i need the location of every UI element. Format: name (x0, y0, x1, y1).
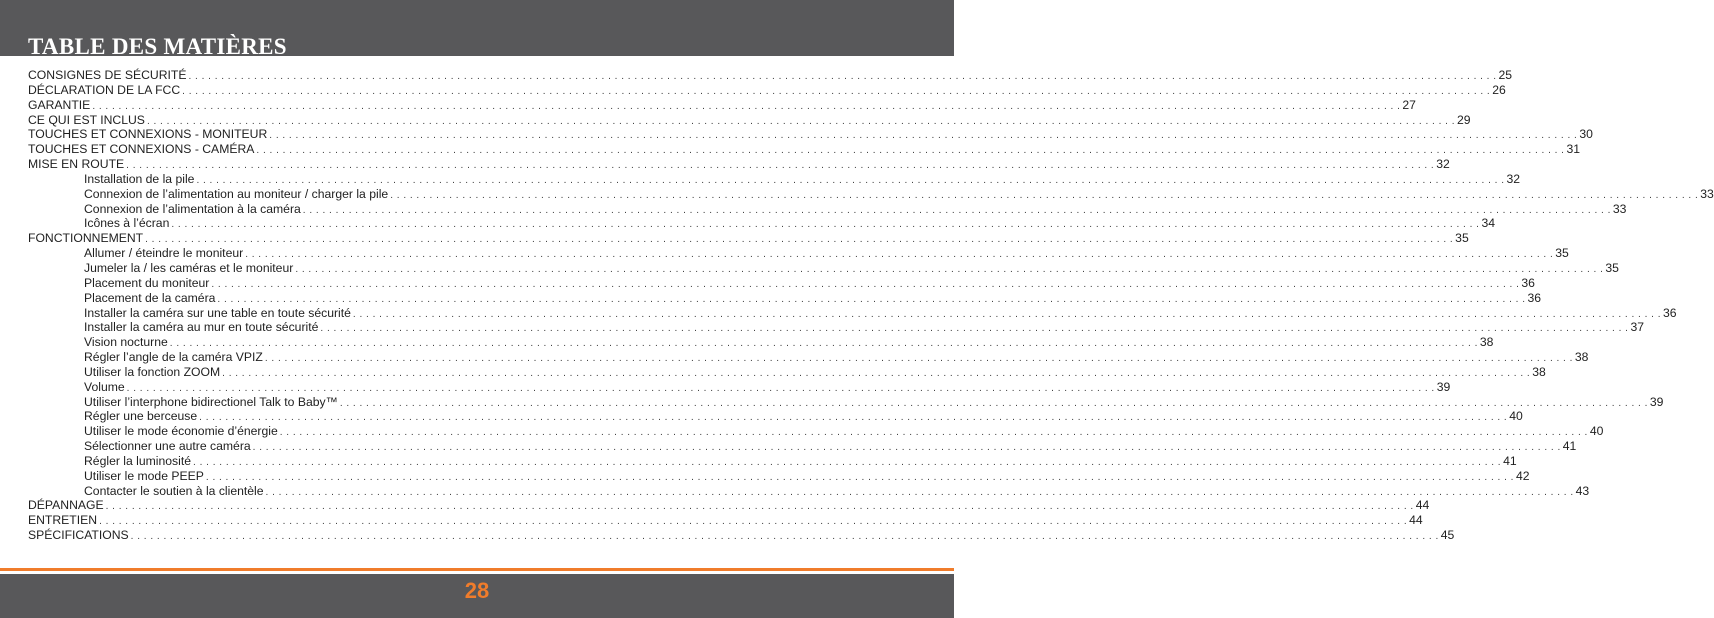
footer-bar (0, 574, 954, 618)
dot-leader: . . . . . . . . . . . . . . . . . . . . . . . . . . . . . . . . . . . . . . . . . . . . . . . . . . . . . . . . . . . . . . . . . . . . . . . . . . . . . . . . . . . . . . . . . . . . . . . . . . . . . . . . . . . . . . . . . . . . . . . . . . . . . . . . . . . . . . . . . . . . . . . . . . . . . . . . . . . . . . . . . . . . . . . . . . . . . . . . . . . . . . . . . . . . . . . . . . . . . . . . (211, 278, 1520, 290)
toc-entry[interactable] (28, 335, 1494, 350)
toc-entry-label: Utiliser la fonction ZOOM (84, 364, 221, 379)
header-bar (0, 0, 954, 59)
toc-entry-page: 36 (1521, 275, 1535, 290)
toc-entry-page: 33 (1612, 201, 1627, 216)
toc-entry[interactable] (28, 350, 1589, 365)
toc-entry[interactable] (28, 305, 1677, 321)
toc-entry-label: DÉPANNAGE (28, 498, 104, 513)
dot-leader: . . . . . . . . . . . . . . . . . . . . . . . . . . . . . . . . . . . . . . . . . . . . . . . . . . . . . . . . . . . . . . . . . . . . . . . . . . . . . . . . . . . . . . . . . . . . . . . . . . . . . . . . . . . . . . . . . . . . . . . . . . . . . . . . . . . . . . . . . . . . . . . . . . . . . . . . . . . . . . . . . . . . . . . . . . . . . . . . . . . . . . . . . . . . . . . . . . . . . . . . (279, 427, 1588, 439)
toc-entry-label: Installer la caméra sur une table en toute sécurité (84, 305, 351, 320)
dot-leader: . . . . . . . . . . . . . . . . . . . . . . . . . . . . . . . . . . . . . . . . . . . . . . . . . . . . . . . . . . . . . . . . . . . . . . . . . . . . . . . . . . . . . . . . . . . . . . . . . . . . . . . . . . . . . . . . . . . . . . . . . . . . . . . . . . . . . . . . . . . . . . . . . . . . . . . . . . . . . . . . . . . . . . . . . . . . . . . . . . . . . . . . . . . . . . . . . . . . . . . . (199, 412, 1508, 424)
toc-entry[interactable] (28, 246, 1569, 261)
toc-entry[interactable] (28, 468, 1530, 484)
toc-entry[interactable] (28, 142, 1581, 157)
toc-entry[interactable] (28, 513, 1423, 528)
toc-entry-label: DÉCLARATION DE LA FCC (28, 82, 181, 97)
dot-leader: . . . . . . . . . . . . . . . . . . . . . . . . . . . . . . . . . . . . . . . . . . . . . . . . . . . . . . . . . . . . . . . . . . . . . . . . . . . . . . . . . . . . . . . . . . . . . . . . . . . . . . . . . . . . . . . . . . . . . . . . . . . . . . . . . . . . . . . . . . . . . . . . . . . . . . . . . . . . . . . . . . . . . . . . . . . . . . . . . . . . . . . . . . . . . . . . . . . . . . . . (339, 397, 1648, 409)
toc-entry[interactable] (28, 171, 1521, 187)
toc-entry-page: 39 (1649, 394, 1664, 409)
toc-entry-page: 35 (1455, 231, 1469, 246)
toc-entry-page: 32 (1506, 171, 1521, 186)
toc-entry-label: SPÉCIFICATIONS (28, 528, 129, 543)
toc-entry-page: 30 (1579, 127, 1593, 142)
dot-leader: . . . . . . . . . . . . . . . . . . . . . . . . . . . . . . . . . . . . . . . . . . . . . . . . . . . . . . . . . . . . . . . . . . . . . . . . . . . . . . . . . . . . . . . . . . . . . . . . . . . . . . . . . . . . . . . . . . . . . . . . . . . . . . . . . . . . . . . . . . . . . . . . . . . . . . . . . . . . . . . . . . . . . . . . . . . . . . . . . . . . . . . . . . . . . . . . . . . . . . . . (295, 263, 1604, 275)
page-title: TABLE DES MATIÈRES (28, 34, 287, 59)
dot-leader: . . . . . . . . . . . . . . . . . . . . . . . . . . . . . . . . . . . . . . . . . . . . . . . . . . . . . . . . . . . . . . . . . . . . . . . . . . . . . . . . . . . . . . . . . . . . . . . . . . . . . . . . . . . . . . . . . . . . . . . . . . . . . . . . . . . . . . . . . . . . . . . . . . . . . . . . . . . . . . . . . . . . . . . . . . . . . . . . . . . . . . . . . . . . . . . . . . . . . . . . (130, 531, 1439, 543)
toc-entry-label: GARANTIE (28, 97, 91, 112)
toc-entry-page: 26 (1492, 82, 1506, 97)
dot-leader: . . . . . . . . . . . . . . . . . . . . . . . . . . . . . . . . . . . . . . . . . . . . . . . . . . . . . . . . . . . . . . . . . . . . . . . . . . . . . . . . . . . . . . . . . . . . . . . . . . . . . . . . . . . . . . . . . . . . . . . . . . . . . . . . . . . . . . . . . . . . . . . . . . . . . . . . . . . . . . . . . . . . . . . . . . . . . . . . . . . . . . . . . . . . . . . . . . . . . . . . (169, 338, 1478, 350)
toc-entry[interactable] (28, 379, 1451, 395)
toc-entry-label: Volume (84, 379, 125, 394)
toc-entry[interactable] (28, 275, 1535, 291)
toc-entry[interactable] (28, 127, 1593, 142)
toc-entry-label: Installer la caméra au mur en toute sécurité (84, 320, 319, 335)
toc-entry[interactable] (28, 439, 1577, 454)
dot-leader: . . . . . . . . . . . . . . . . . . . . . . . . . . . . . . . . . . . . . . . . . . . . . . . . . . . . . . . . . . . . . . . . . . . . . . . . . . . . . . . . . . . . . . . . . . . . . . . . . . . . . . . . . . . . . . . . . . . . . . . . . . . . . . . . . . . . . . . . . . . . . . . . . . . . . . . . . . . . . . . . . . . . . . . . . . . . . . . . . . . . . . . . . . . . . . . . . . . . . . . . (99, 516, 1408, 528)
toc-entry[interactable] (28, 320, 1645, 335)
toc-entry-label: Jumeler la / les caméras et le moniteur (84, 260, 294, 275)
toc-entry-page: 31 (1566, 142, 1581, 157)
toc-entry-label: Régler l’angle de la caméra VPIZ (84, 350, 263, 365)
dot-leader: . . . . . . . . . . . . . . . . . . . . . . . . . . . . . . . . . . . . . . . . . . . . . . . . . . . . . . . . . . . . . . . . . . . . . . . . . . . . . . . . . . . . . . . . . . . . . . . . . . . . . . . . . . . . . . . . . . . . . . . . . . . . . . . . . . . . . . . . . . . . . . . . . . . . . . . . . . . . . . . . . . . . . . . . . . . . . . . . . . . . . . . . . . . . . . . . . . . . . . . . (188, 71, 1497, 82)
dot-leader: . . . . . . . . . . . . . . . . . . . . . . . . . . . . . . . . . . . . . . . . . . . . . . . . . . . . . . . . . . . . . . . . . . . . . . . . . . . . . . . . . . . . . . . . . . . . . . . . . . . . . . . . . . . . . . . . . . . . . . . . . . . . . . . . . . . . . . . . . . . . . . . . . . . . . . . . . . . . . . . . . . . . . . . . . . . . . . . . . . . . . . . . . . . . . . . . . . . . . . . . (217, 293, 1526, 305)
dot-leader: . . . . . . . . . . . . . . . . . . . . . . . . . . . . . . . . . . . . . . . . . . . . . . . . . . . . . . . . . . . . . . . . . . . . . . . . . . . . . . . . . . . . . . . . . . . . . . . . . . . . . . . . . . . . . . . . . . . . . . . . . . . . . . . . . . . . . . . . . . . . . . . . . . . . . . . . . . . . . . . . . . . . . . . . . . . . . . . . . . . . . . . . . . . . . . . . . . . . . . . . (252, 442, 1561, 454)
toc-entry-label: Contacter le soutien à la clientèle (84, 483, 264, 498)
dot-leader: . . . . . . . . . . . . . . . . . . . . . . . . . . . . . . . . . . . . . . . . . . . . . . . . . . . . . . . . . . . . . . . . . . . . . . . . . . . . . . . . . . . . . . . . . . . . . . . . . . . . . . . . . . . . . . . . . . . . . . . . . . . . . . . . . . . . . . . . . . . . . . . . . . . . . . . . . . . . . . . . . . . . . . . . . . . . . . . . . . . . . . . . . . . . . . . . . . . . . . . . (92, 100, 1401, 112)
toc-entry-label: TOUCHES ET CONNEXIONS - MONITEUR (28, 127, 268, 142)
toc-entry-page: 44 (1409, 513, 1423, 528)
toc-entry-label: Utiliser l’interphone bidirectionel Talk to Baby™ (84, 394, 338, 409)
toc-entry[interactable] (28, 260, 1619, 276)
toc-entry[interactable] (28, 498, 1430, 513)
toc-entry-page: 36 (1662, 305, 1677, 320)
toc-entry[interactable] (28, 97, 1416, 113)
dot-leader: . . . . . . . . . . . . . . . . . . . . . . . . . . . . . . . . . . . . . . . . . . . . . . . . . . . . . . . . . . . . . . . . . . . . . . . . . . . . . . . . . . . . . . . . . . . . . . . . . . . . . . . . . . . . . . . . . . . . . . . . . . . . . . . . . . . . . . . . . . . . . . . . . . . . . . . . . . . . . . . . . . . . . . . . . . . . . . . . . . . . . . . . . . . . . . . . . . . . . . . . (196, 174, 1505, 186)
toc-entry-page: 41 (1562, 439, 1577, 454)
footer-accent-line (0, 568, 954, 571)
toc-entry-page: 33 (1700, 186, 1714, 201)
toc-entry-label: Connexion de l’alimentation à la caméra (84, 201, 301, 216)
toc-entry[interactable] (28, 409, 1523, 424)
toc-entry[interactable] (28, 424, 1604, 439)
dot-leader: . . . . . . . . . . . . . . . . . . . . . . . . . . . . . . . . . . . . . . . . . . . . . . . . . . . . . . . . . . . . . . . . . . . . . . . . . . . . . . . . . . . . . . . . . . . . . . . . . . . . . . . . . . . . . . . . . . . . . . . . . . . . . . . . . . . . . . . . . . . . . . . . . . . . . . . . . . . . . . . . . . . . . . . . . . . . . . . . . . . . . . . . . . . . . . . . . . . . . . . . (222, 367, 1531, 379)
dot-leader: . . . . . . . . . . . . . . . . . . . . . . . . . . . . . . . . . . . . . . . . . . . . . . . . . . . . . . . . . . . . . . . . . . . . . . . . . . . . . . . . . . . . . . . . . . . . . . . . . . . . . . . . . . . . . . . . . . . . . . . . . . . . . . . . . . . . . . . . . . . . . . . . . . . . . . . . . . . . . . . . . . . . . . . . . . . . . . . . . . . . . . . . . . . . . . . . . . . . . . . . (205, 471, 1514, 483)
toc-entry-page: 32 (1436, 157, 1450, 172)
dot-leader: . . . . . . . . . . . . . . . . . . . . . . . . . . . . . . . . . . . . . . . . . . . . . . . . . . . . . . . . . . . . . . . . . . . . . . . . . . . . . . . . . . . . . . . . . . . . . . . . . . . . . . . . . . . . . . . . . . . . . . . . . . . . . . . . . . . . . . . . . . . . . . . . . . . . . . . . . . . . . . . . . . . . . . . . . . . . . . . . . . . . . . . . . . . . . . . . . . . . . . . . (126, 382, 1435, 394)
toc-entry-page: 44 (1415, 498, 1430, 513)
toc-entry-page: 38 (1574, 350, 1589, 365)
toc-entry[interactable] (28, 394, 1664, 410)
dot-leader: . . . . . . . . . . . . . . . . . . . . . . . . . . . . . . . . . . . . . . . . . . . . . . . . . . . . . . . . . . . . . . . . . . . . . . . . . . . . . . . . . . . . . . . . . . . . . . . . . . . . . . . . . . . . . . . . . . . . . . . . . . . . . . . . . . . . . . . . . . . . . . . . . . . . . . . . . . . . . . . . . . . . . . . . . . . . . . . . . . . . . . . . . . . . . . . . . . . . . . . . (245, 249, 1554, 261)
toc-entry-page: 34 (1481, 216, 1495, 231)
toc-entry-label: CE QUI EST INCLUS (28, 112, 145, 127)
toc-entry[interactable] (28, 68, 1513, 83)
toc-entry-page: 39 (1436, 379, 1451, 394)
toc-entry-label: TOUCHES ET CONNEXIONS - CAMÉRA (28, 142, 255, 157)
dot-leader: . . . . . . . . . . . . . . . . . . . . . . . . . . . . . . . . . . . . . . . . . . . . . . . . . . . . . . . . . . . . . . . . . . . . . . . . . . . . . . . . . . . . . . . . . . . . . . . . . . . . . . . . . . . . . . . . . . . . . . . . . . . . . . . . . . . . . . . . . . . . . . . . . . . . . . . . . . . . . . . . . . . . . . . . . . . . . . . . . . . . . . . . . . . . . . . . . . . . . . . . (265, 486, 1574, 498)
toc-entry-label: Régler la luminosité (84, 453, 192, 468)
toc-entry-label: Placement du moniteur (84, 275, 210, 290)
toc-entry-label: Placement de la caméra (84, 290, 216, 305)
dot-leader: . . . . . . . . . . . . . . . . . . . . . . . . . . . . . . . . . . . . . . . . . . . . . . . . . . . . . . . . . . . . . . . . . . . . . . . . . . . . . . . . . . . . . . . . . . . . . . . . . . . . . . . . . . . . . . . . . . . . . . . . . . . . . . . . . . . . . . . . . . . . . . . . . . . . . . . . . . . . . . . . . . . . . . . . . . . . . . . . . . . . . . . . . . . . . . . . . . . . . . . . (126, 160, 1435, 172)
toc-entry-label: Utiliser le mode PEEP (84, 468, 204, 483)
toc-entry-label: Régler une berceuse (84, 409, 198, 424)
toc-entry-page: 40 (1509, 409, 1523, 424)
toc-entry-page: 35 (1605, 260, 1619, 275)
toc-entry-page: 38 (1532, 364, 1546, 379)
toc-entry[interactable] (28, 453, 1517, 469)
toc-entry-page: 37 (1630, 320, 1645, 335)
dot-leader: . . . . . . . . . . . . . . . . . . . . . . . . . . . . . . . . . . . . . . . . . . . . . . . . . . . . . . . . . . . . . . . . . . . . . . . . . . . . . . . . . . . . . . . . . . . . . . . . . . . . . . . . . . . . . . . . . . . . . . . . . . . . . . . . . . . . . . . . . . . . . . . . . . . . . . . . . . . . . . . . . . . . . . . . . . . . . . . . . . . . . . . . . . . . . . . . . . . . . . . . (269, 130, 1578, 142)
dot-leader: . . . . . . . . . . . . . . . . . . . . . . . . . . . . . . . . . . . . . . . . . . . . . . . . . . . . . . . . . . . . . . . . . . . . . . . . . . . . . . . . . . . . . . . . . . . . . . . . . . . . . . . . . . . . . . . . . . . . . . . . . . . . . . . . . . . . . . . . . . . . . . . . . . . . . . . . . . . . . . . . . . . . . . . . . . . . . . . . . . . . . . . . . . . . . . . . . . . . . . . . (320, 323, 1629, 335)
table-of-contents (28, 68, 1714, 543)
dot-leader: . . . . . . . . . . . . . . . . . . . . . . . . . . . . . . . . . . . . . . . . . . . . . . . . . . . . . . . . . . . . . . . . . . . . . . . . . . . . . . . . . . . . . . . . . . . . . . . . . . . . . . . . . . . . . . . . . . . . . . . . . . . . . . . . . . . . . . . . . . . . . . . . . . . . . . . . . . . . . . . . . . . . . . . . . . . . . . . . . . . . . . . . . . . . . . . . . . . . . . . . (171, 219, 1480, 231)
dot-leader: . . . . . . . . . . . . . . . . . . . . . . . . . . . . . . . . . . . . . . . . . . . . . . . . . . . . . . . . . . . . . . . . . . . . . . . . . . . . . . . . . . . . . . . . . . . . . . . . . . . . . . . . . . . . . . . . . . . . . . . . . . . . . . . . . . . . . . . . . . . . . . . . . . . . . . . . . . . . . . . . . . . . . . . . . . . . . . . . . . . . . . . . . . . . . . . . . . . . . . . . (302, 204, 1611, 216)
toc-entry-page: 38 (1479, 335, 1494, 350)
dot-leader: . . . . . . . . . . . . . . . . . . . . . . . . . . . . . . . . . . . . . . . . . . . . . . . . . . . . . . . . . . . . . . . . . . . . . . . . . . . . . . . . . . . . . . . . . . . . . . . . . . . . . . . . . . . . . . . . . . . . . . . . . . . . . . . . . . . . . . . . . . . . . . . . . . . . . . . . . . . . . . . . . . . . . . . . . . . . . . . . . . . . . . . . . . . . . . . . . . . . . . . . (105, 501, 1414, 513)
toc-entry-label: Vision nocturne (84, 335, 168, 350)
dot-leader: . . . . . . . . . . . . . . . . . . . . . . . . . . . . . . . . . . . . . . . . . . . . . . . . . . . . . . . . . . . . . . . . . . . . . . . . . . . . . . . . . . . . . . . . . . . . . . . . . . . . . . . . . . . . . . . . . . . . . . . . . . . . . . . . . . . . . . . . . . . . . . . . . . . . . . . . . . . . . . . . . . . . . . . . . . . . . . . . . . . . . . . . . . . . . . . . . . . . . . . . (352, 308, 1661, 320)
toc-entry-label: ENTRETIEN (28, 513, 98, 528)
toc-entry[interactable] (28, 201, 1627, 217)
toc-entry[interactable] (28, 186, 1714, 202)
toc-entry[interactable] (28, 290, 1542, 306)
toc-entry[interactable] (28, 216, 1495, 231)
toc-entry-page: 35 (1555, 246, 1569, 261)
toc-entry-page: 27 (1402, 97, 1416, 112)
toc-entry-label: Allumer / éteindre le moniteur (84, 246, 244, 261)
dot-leader: . . . . . . . . . . . . . . . . . . . . . . . . . . . . . . . . . . . . . . . . . . . . . . . . . . . . . . . . . . . . . . . . . . . . . . . . . . . . . . . . . . . . . . . . . . . . . . . . . . . . . . . . . . . . . . . . . . . . . . . . . . . . . . . . . . . . . . . . . . . . . . . . . . . . . . . . . . . . . . . . . . . . . . . . . . . . . . . . . . . . . . . . . . . . . . . . . . . . . . . . (390, 189, 1699, 201)
toc-entry-page: 41 (1503, 453, 1517, 468)
dot-leader: . . . . . . . . . . . . . . . . . . . . . . . . . . . . . . . . . . . . . . . . . . . . . . . . . . . . . . . . . . . . . . . . . . . . . . . . . . . . . . . . . . . . . . . . . . . . . . . . . . . . . . . . . . . . . . . . . . . . . . . . . . . . . . . . . . . . . . . . . . . . . . . . . . . . . . . . . . . . . . . . . . . . . . . . . . . . . . . . . . . . . . . . . . . . . . . . . . . . . . . . (182, 85, 1491, 97)
toc-entry-label: Utiliser le mode économie d’énergie (84, 424, 278, 439)
dot-leader: . . . . . . . . . . . . . . . . . . . . . . . . . . . . . . . . . . . . . . . . . . . . . . . . . . . . . . . . . . . . . . . . . . . . . . . . . . . . . . . . . . . . . . . . . . . . . . . . . . . . . . . . . . . . . . . . . . . . . . . . . . . . . . . . . . . . . . . . . . . . . . . . . . . . . . . . . . . . . . . . . . . . . . . . . . . . . . . . . . . . . . . . . . . . . . . . . . . . . . . . (193, 456, 1502, 468)
toc-entry-page: 29 (1457, 112, 1471, 127)
toc-entry-page: 45 (1440, 528, 1455, 543)
toc-entry[interactable] (28, 528, 1455, 543)
toc-entry[interactable] (28, 82, 1506, 98)
toc-entry[interactable] (28, 483, 1590, 499)
toc-entry-page: 42 (1515, 468, 1530, 483)
toc-entry-label: Icônes à l’écran (84, 216, 170, 231)
toc-entry-label: Installation de la pile (84, 171, 195, 186)
toc-entry-label: FONCTIONNEMENT (28, 231, 144, 246)
toc-entry-label: MISE EN ROUTE (28, 157, 125, 172)
dot-leader: . . . . . . . . . . . . . . . . . . . . . . . . . . . . . . . . . . . . . . . . . . . . . . . . . . . . . . . . . . . . . . . . . . . . . . . . . . . . . . . . . . . . . . . . . . . . . . . . . . . . . . . . . . . . . . . . . . . . . . . . . . . . . . . . . . . . . . . . . . . . . . . . . . . . . . . . . . . . . . . . . . . . . . . . . . . . . . . . . . . . . . . . . . . . . . . . . . . . . . . . (256, 145, 1565, 157)
toc-entry-label: CONSIGNES DE SÉCURITÉ (28, 68, 187, 82)
toc-entry-page: 25 (1498, 68, 1513, 82)
toc-entry[interactable] (28, 364, 1546, 380)
page-number: 28 (464, 578, 490, 603)
dot-leader: . . . . . . . . . . . . . . . . . . . . . . . . . . . . . . . . . . . . . . . . . . . . . . . . . . . . . . . . . . . . . . . . . . . . . . . . . . . . . . . . . . . . . . . . . . . . . . . . . . . . . . . . . . . . . . . . . . . . . . . . . . . . . . . . . . . . . . . . . . . . . . . . . . . . . . . . . . . . . . . . . . . . . . . . . . . . . . . . . . . . . . . . . . . . . . . . . . . . . . . . (146, 115, 1455, 127)
toc-entry-label: Connexion de l’alimentation au moniteur / charger la pile (84, 186, 389, 201)
toc-entry-page: 40 (1589, 424, 1604, 439)
dot-leader: . . . . . . . . . . . . . . . . . . . . . . . . . . . . . . . . . . . . . . . . . . . . . . . . . . . . . . . . . . . . . . . . . . . . . . . . . . . . . . . . . . . . . . . . . . . . . . . . . . . . . . . . . . . . . . . . . . . . . . . . . . . . . . . . . . . . . . . . . . . . . . . . . . . . . . . . . . . . . . . . . . . . . . . . . . . . . . . . . . . . . . . . . . . . . . . . . . . . . . . . (264, 353, 1573, 365)
toc-entry-label: Sélectionner une autre caméra (84, 439, 251, 454)
toc-entry[interactable] (28, 231, 1469, 246)
toc-entry-page: 36 (1527, 290, 1542, 305)
dot-leader: . . . . . . . . . . . . . . . . . . . . . . . . . . . . . . . . . . . . . . . . . . . . . . . . . . . . . . . . . . . . . . . . . . . . . . . . . . . . . . . . . . . . . . . . . . . . . . . . . . . . . . . . . . . . . . . . . . . . . . . . . . . . . . . . . . . . . . . . . . . . . . . . . . . . . . . . . . . . . . . . . . . . . . . . . . . . . . . . . . . . . . . . . . . . . . . . . . . . . . . . (145, 234, 1454, 246)
toc-entry[interactable] (28, 157, 1450, 172)
toc-entry[interactable] (28, 112, 1471, 128)
toc-entry-page: 43 (1575, 483, 1590, 498)
